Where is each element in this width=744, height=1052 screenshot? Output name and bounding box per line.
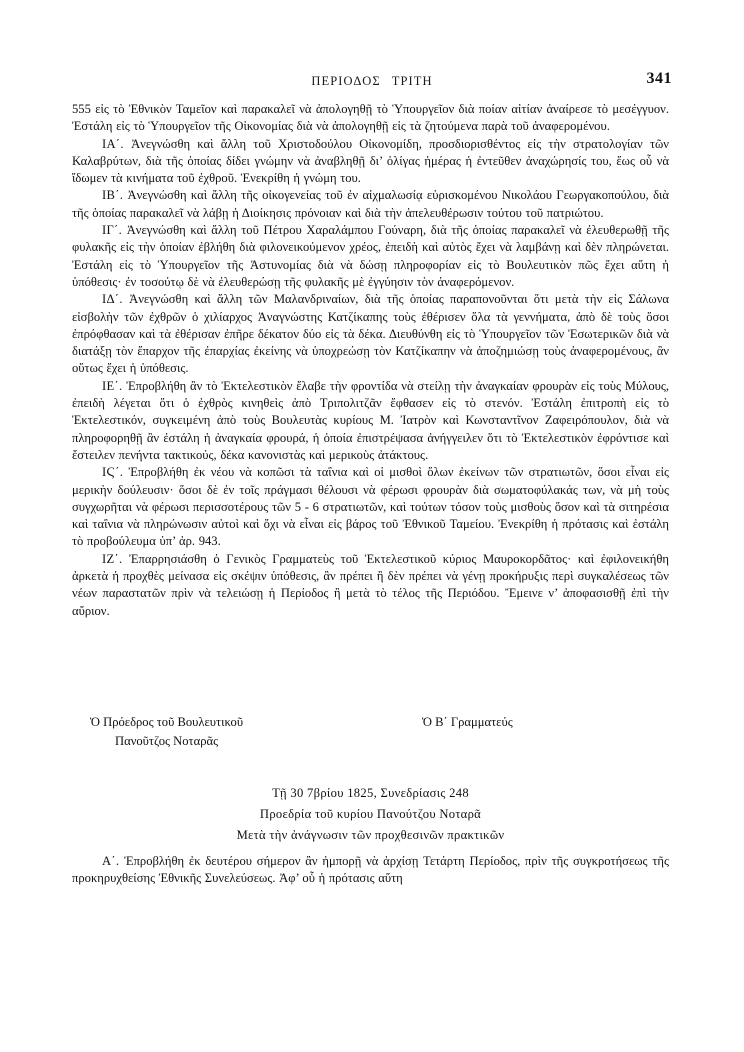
- paragraph-marker: ΙϚ΄.: [102, 465, 124, 480]
- paragraph-item-12: [72, 187, 669, 222]
- signature-president-title: Ὁ Πρόεδρος τοῦ Βουλευτικοῦ: [90, 715, 244, 729]
- paragraph-item-14: [72, 291, 669, 377]
- paragraph-item-11: [72, 136, 669, 188]
- paragraph-item-1: [72, 853, 669, 888]
- paragraph-item-13: [72, 222, 669, 291]
- paragraph-text: Ἐπαρρησιάσθη ὁ Γενικὸς Γραμματεὺς τοῦ Ἐκτελεστικοῦ κύριος Μαυροκορδᾶτος· καὶ ἐφιλονεικήθη ἀρκετὰ ἡ προχθὲς μείνασα εἰς σκέψιν ὑπόθεσις, ἂν πρέπει ἢ δὲν πρέπει νὰ γένῃ προκήρυξις περὶ συγκαλέσεως τῶν νέων παραστατῶν πρὶν νὰ τελειώσῃ ἡ Περίοδος ἢ μετὰ τὸ τέλος τῆς Περιόδου. Ἔμεινε ν’ ἀποφασισθῇ ἐπὶ τὴν αὔριον.: [72, 551, 669, 618]
- paragraph-marker: ΙΕ΄.: [102, 378, 123, 393]
- session-agenda-line: Μετὰ τὴν ἀνάγνωσιν τῶν προχθεσινῶν πρακτικῶν: [236, 828, 505, 842]
- running-head: [72, 70, 672, 96]
- paragraph-text: Ἀνεγνώσθη καὶ ἄλλη τῶν Μαλανδριναίων, διὰ τῆς ὁποίας παραπονοῦνται ὅτι μετὰ τὴν εἰς Σάλωνα εἰσβολὴν τῶν ἐχθρῶν ὁ χιλίαρχος Ἀναγνώστης Κατζίκαπης τοὺς ἐθέρισεν ὅλα τὰ γεννήματα, ἀπὸ δὲ τοὺς ὅσοι ἐπρόφθασαν καὶ τὰ ἐθέρισαν ἐπῆρε δέκατον δύο εἰς τὰ δέκα. Διευθύνθη εἰς τὸ Ὑπουργεῖον τῶν Ἐσωτερικῶν διὰ νὰ διατάξῃ τὸν ἔπαρχον τῆς ἐπαρχίας ἐκείνης νὰ ὑποχρεώσῃ τὸν Κατζίκαπην νὰ ἀποζημιώσῃ τοὺς ἀναφερομένους, ἂν οὕτως ἔχει ἡ ὑπόθεσις.: [72, 292, 669, 376]
- paragraph-text: Ἐπροβλήθη ἐκ δευτέρου σήμερον ἂν ἠμπορῇ νὰ ἀρχίσῃ Τετάρτη Περίοδος, πρὶν τῆς συγκροτήσεως τῆς προκηρυχθείσης Ἐθνικῆς Συνελεύσεως. Ἀφ’ οὗ ἡ πρότασις αὕτη: [72, 854, 669, 886]
- session-date-line: Τῇ 30 7βρίου 1825, Συνεδρίασις 248: [272, 786, 469, 800]
- session-heading: [72, 783, 669, 846]
- paragraph-text: Ἐπροβλήθη ἂν τὸ Ἐκτελεστικὸν ἔλαβε τὴν φροντίδα νὰ στείλῃ τὴν ἀναγκαίαν φρουρὰν εἰς τοὺς Μύλους, ἐπειδὴ λέγεται ὅτι ὁ ἐχθρὸς κινηθεὶς ἀπὸ Τριπολιτζᾶν ἔφθασεν εἰς τὸ στενόν. Ἐστάλη ἐπιτροπὴ εἰς τὸ Ἐκτελεστικόν, συγκειμένη ἀπὸ τοὺς Βουλευτὰς κυρίους Μ. Ἰατρὸν καὶ Κωνσταντῖνον Ζαφειρόπουλον, διὰ νὰ πληροφορηθῇ ἂν ἐστάλη ἡ ἀναγκαία φρουρά, ἡ ὁποία ἐπιστρέψασα ἀνήγγειλεν ὅτι τὸ Ἐκτελεστικὸν ἐφρόντισε καὶ ἔστειλεν πενήντα τακτικούς, δέκα κανονιστὰς καὶ μερικοὺς ἀτάκτους.: [72, 378, 669, 462]
- closing-section: [72, 853, 669, 888]
- paragraph-marker: ΙΒ΄.: [102, 188, 124, 203]
- paragraph-text: 555 εἰς τὸ Ἐθνικὸν Ταμεῖον καὶ παρακαλεῖ νὰ ἀπολογηθῇ τὸ Ὑπουργεῖον διὰ ποίαν αἰτίαν ἀναίρεσε τὸ μεσέγγυον. Ἐστάλη εἰς τὸ Ὑπουργεῖον τῆς Οἰκονομίας διὰ νὰ ἀπολογηθῇ εἰς τὰ ζητούμενα παρὰ τοῦ ἀναφερομένου.: [72, 102, 669, 134]
- paragraph-item-16: [72, 464, 669, 550]
- session-presidency-line: Προεδρία τοῦ κυρίου Πανούτζου Νοταρᾶ: [259, 807, 482, 821]
- paragraph-marker: ΙΓ΄.: [102, 223, 123, 238]
- body-text-column: [72, 101, 669, 620]
- paragraph-marker: ΙΔ΄.: [102, 292, 123, 307]
- paragraph-continuation: [72, 101, 669, 136]
- signature-president: [90, 713, 243, 751]
- paragraph-marker: Α΄.: [102, 854, 120, 868]
- paragraph-marker: ΙΖ΄.: [102, 551, 123, 566]
- signature-president-name: Πανοῦτζος Νοταρᾶς: [115, 734, 219, 748]
- paragraph-text: Ἀνεγνώσθη καὶ ἄλλη τοῦ Χριστοδούλου Οἰκονομίδη, προσδιορισθέντος εἰς τὴν στρατολογίαν τῶν Καλαβρύτων, διὰ τῆς ὁποίας δίδει γνώμην νὰ ἀναβληθῇ δι’ ὀλίγας ἡμέρας ἡ ἐντεῦθεν ἀναχώρησίς του, ἕως οὗ νὰ ἴδωμεν τὰ κινήματα τοῦ ἐχθροῦ. Ἐνεκρίθη ἡ γνώμη του.: [72, 136, 669, 186]
- signature-secretary-title: Ὁ Β΄ Γραμματεύς: [422, 715, 513, 729]
- signature-block: [72, 713, 669, 759]
- page-number: 341: [646, 70, 672, 87]
- paragraph-item-15: [72, 378, 669, 464]
- signature-secretary: [422, 713, 513, 732]
- paragraph-marker: ΙΑ΄.: [102, 136, 124, 151]
- paragraph-text: Ἀνεγνώσθη καὶ ἄλλη τῆς οἰκογενείας τοῦ ἐν αἰχμαλωσίᾳ εὑρισκομένου Νικολάου Γεωργακοπούλου, διὰ τῆς ὁποίας παρακαλεῖ νὰ λάβῃ ἡ Διοίκησις πρόνοιαν καὶ διὰ τὴν ἀπελευθέρωσιν τούτου τοῦ πατριώτου.: [72, 188, 669, 220]
- paragraph-text: Ἀνεγνώσθη καὶ ἄλλη τοῦ Πέτρου Χαραλάμπου Γούναρη, διὰ τῆς ὁποίας παρακαλεῖ νὰ ἐλευθερωθῇ τῆς φυλακῆς εἰς τὴν ὁποίαν ἐβλήθη διὰ φιλονεικούμενον χρέος, ἐπειδὴ καὶ αὐτὸς ἔχει νὰ λαμβάνῃ καὶ δὲν πληρώνεται. Ἐστάλη εἰς τὸ Ὑπουργεῖον τῆς Ἀστυνομίας διὰ νὰ δώσῃ πληροφορίαν εἰς τὸ Βουλευτικὸν πῶς ἔχει αὕτη ἡ ὑπόθεσις· ἐν τοσούτῳ δὲ νὰ ἐλευθερώσῃ τῆς φυλακῆς μὲ ἐγγύησιν τὸν ἀναφερόμενον.: [72, 223, 669, 289]
- running-head-title: ΠΕΡΙΟΔΟΣ ΤΡΙΤΗ: [311, 74, 433, 88]
- paragraph-item-17: [72, 551, 669, 620]
- paragraph-text: Ἐπροβλήθη ἐκ νέου νὰ κοπῶσι τὰ ταΐνια καὶ οἱ μισθοὶ ὅλων ἐκείνων τῶν στρατιωτῶν, ὅσοι εἶναι εἰς μερικὴν δούλευσιν· ὅσοι δὲ ἐν τοῖς πράγμασι θέλουσι νὰ φέρωσι φρουρὰν διὰ σωματοφύλακάς των, νὰ μὴ τοὺς συγχωρῆται νὰ φέρωσι περισσοτέρους τῶν 5 - 6 στρατιωτῶν, καὶ τούτων τόσον τοὺς μισθοὺς ὅσον καὶ τὰ σιτηρέσια καὶ ταΐνια νὰ πληρώνωσιν αὐτοὶ καὶ ὄχι νὰ εἶναι εἰς βάρος τοῦ Ἐθνικοῦ Ταμείου. Ἐνεκρίθη ἡ πρότασις καὶ ἐστάλη τὸ προβούλευμα ὑπ’ ἀρ. 943.: [72, 465, 669, 549]
